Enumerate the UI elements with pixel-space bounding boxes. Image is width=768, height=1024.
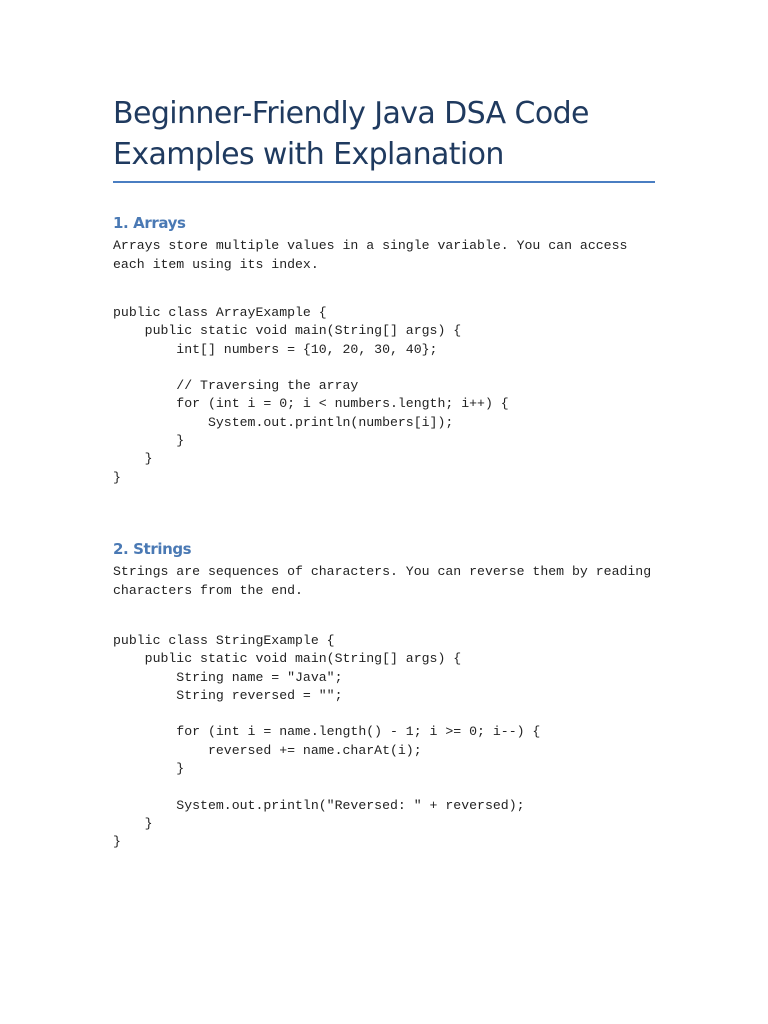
section-heading-strings: 2. Strings <box>113 539 192 558</box>
section-description-arrays: Arrays store multiple values in a single variable. You can access each item using its index. <box>113 238 636 272</box>
document-title: Beginner-Friendly Java DSA Code Examples with Explanation <box>113 96 589 172</box>
code-block-arrays: public class ArrayExample { public static void main(String[] args) { int[] numbers = {10, 20, 30, 40}; // Traversing the array for (int i = 0; i < numbers.length; i++) { System.out.println(numbers[i]); } } } <box>113 305 509 485</box>
document-page <box>113 93 660 852</box>
section-heading-arrays: 1. Arrays <box>113 214 186 232</box>
section-arrays <box>113 213 655 487</box>
code-block-strings: public class StringExample { public static void main(String[] args) { String name = "Java"; String reversed = ""; for (int i = name.length() - 1; i >= 0; i--) { reversed += name.charAt(i); } System.out.println("Reversed: " + reversed); } } <box>113 632 541 850</box>
section-description-strings: Strings are sequences of characters. You can reverse them by reading characters from the end. <box>113 563 660 598</box>
title-underline-rule <box>113 181 655 183</box>
section-strings <box>113 539 660 852</box>
